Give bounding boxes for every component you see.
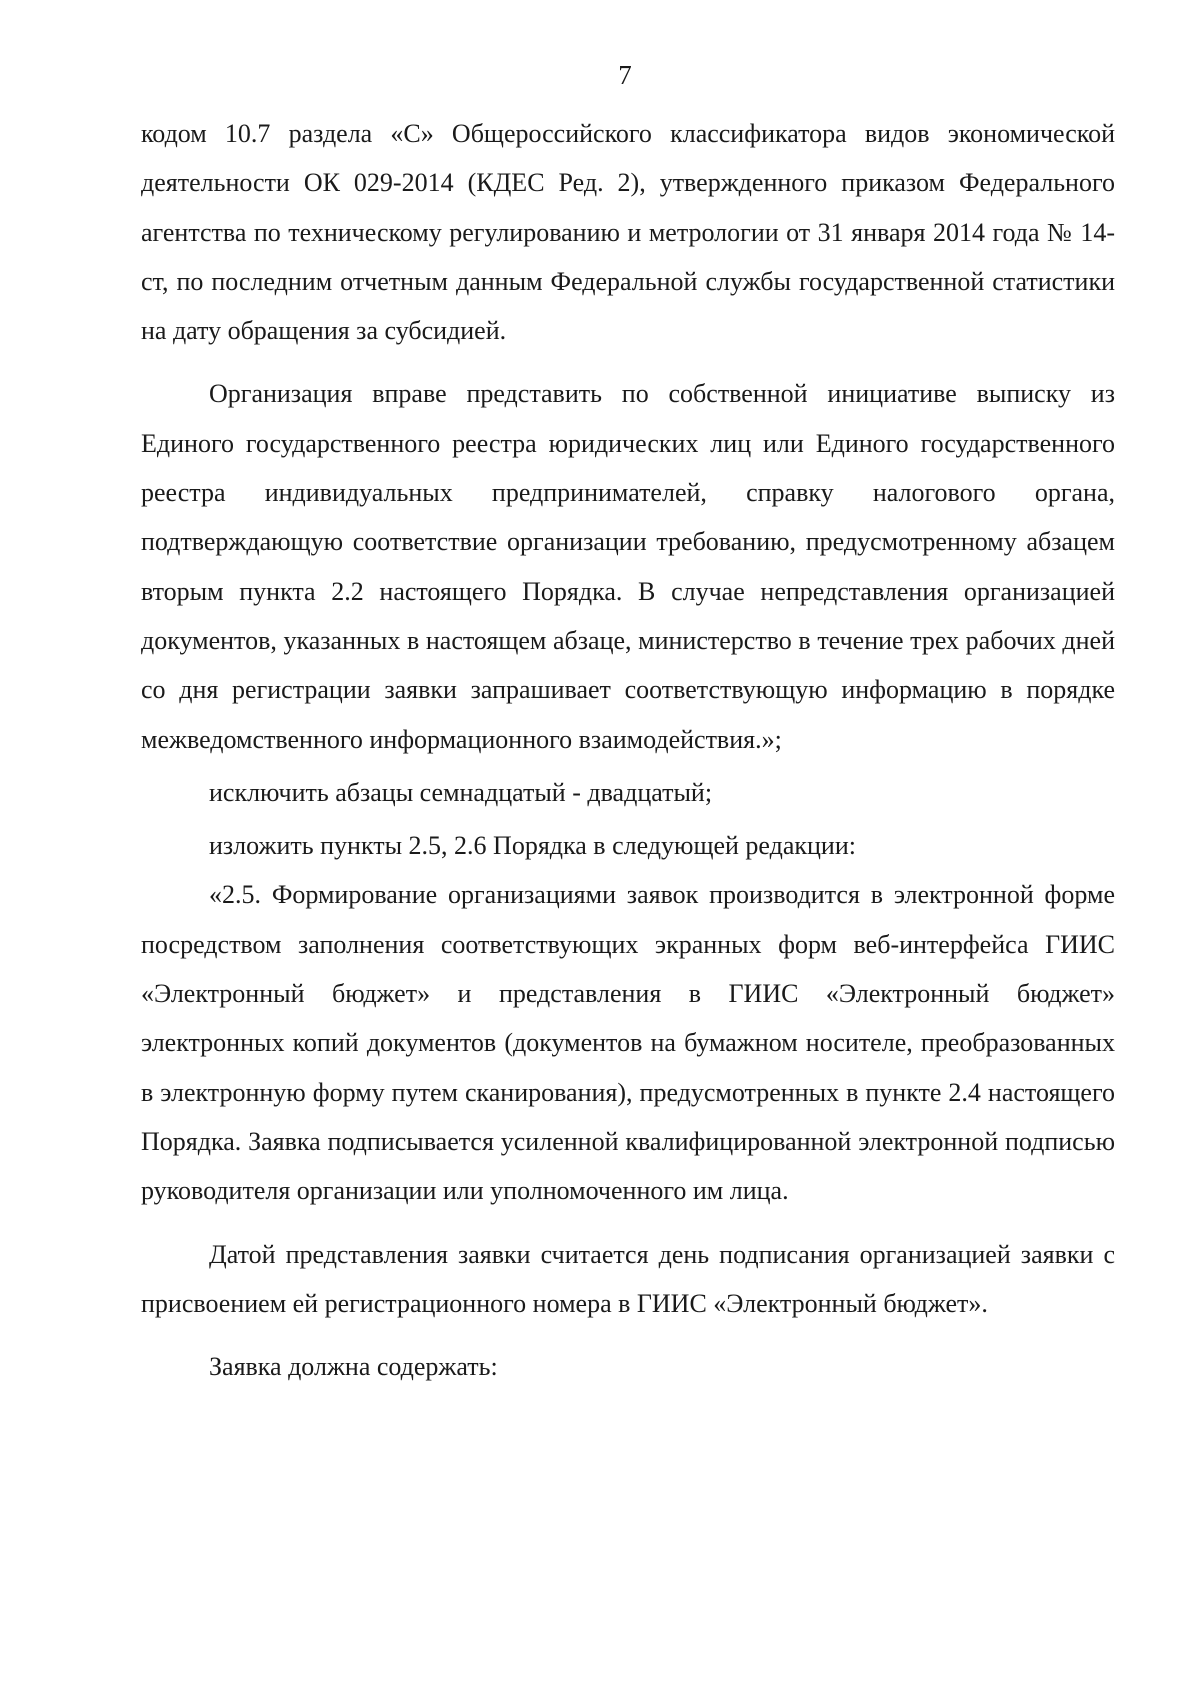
page-number: 7 bbox=[618, 60, 632, 90]
paragraph-application-contents: Заявка должна содержать: bbox=[209, 1352, 498, 1382]
document-body bbox=[141, 109, 1115, 1391]
paragraph-continuation: кодом 10.7 раздела «С» Общероссийского классификатора видов экономической деятельности ОК 029-2014 (КДЕС Ред. 2), утвержденного приказом Федерального агентства по техническому регулированию и метрологии от 31 января 2014 года № 14-ст, по последним отчетным данным Федеральной службы государственной статистики на дату обращения за субсидией. bbox=[141, 119, 1115, 346]
paragraph-2-5: «2.5. Формирование организациями заявок производится в электронной форме посредством заполнения соответствующих экранных форм веб-интерфейса ГИИС «Электронный бюджет» и представления в ГИИС «Электронный бюджет» электронных копий документов (документов на бумажном носителе, преобразованных в электронную форму путем сканирования), предусмотренных в пункте 2.4 настоящего Порядка. Заявка подписывается усиленной квалифицированной электронной подписью руководителя организации или уполномоченного им лица. bbox=[141, 880, 1115, 1206]
paragraph-exclude-clauses: исключить абзацы семнадцатый - двадцатый; bbox=[209, 777, 713, 807]
paragraph-amend-points: изложить пункты 2.5, 2.6 Порядка в следующей редакции: bbox=[209, 831, 856, 861]
paragraph-organization-right: Организация вправе представить по собственной инициативе выписку из Единого государственного реестра юридических лиц или Единого государственного реестра индивидуальных предпринимателей, справку налогового органа, подтверждающую соответствие организации требованию, предусмотренному абзацем вторым пункта 2.2 настоящего Порядка. В случае непредставления организацией документов, указанных в настоящем абзаце, министерство в течение трех рабочих дней со дня регистрации заявки запрашивает соответствующую информацию в порядке межведомственного информационного взаимодействия.»; bbox=[141, 379, 1115, 754]
paragraph-submission-date: Датой представления заявки считается день подписания организацией заявки с присвоением ей регистрационного номера в ГИИС «Электронный бюджет». bbox=[141, 1239, 1115, 1318]
